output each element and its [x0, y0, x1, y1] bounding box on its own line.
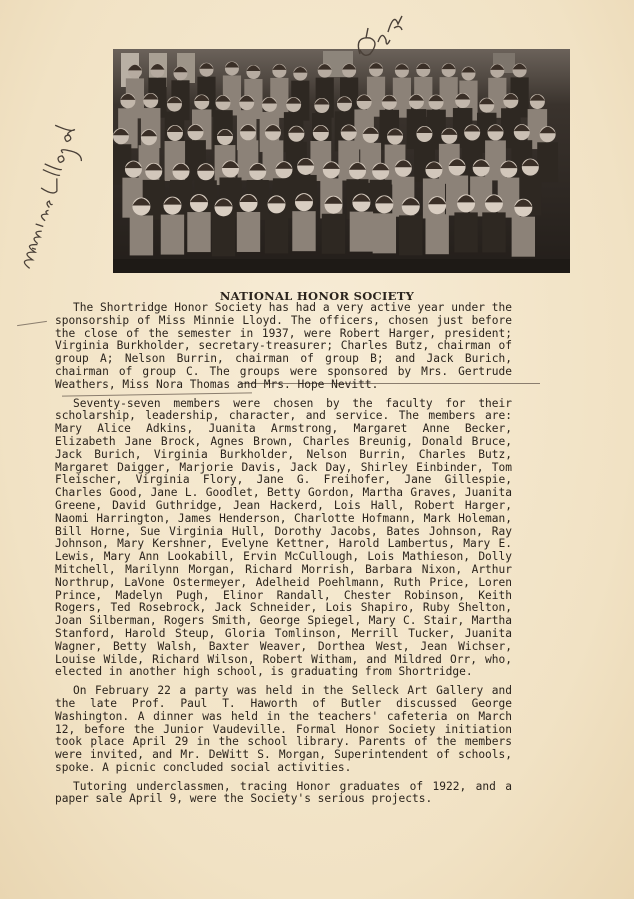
group-photo: [113, 49, 570, 273]
paragraph-projects: Tutoring underclassmen, tracing Honor graduates of 1922, and a paper sale April 9, were the Society's serious projects.: [55, 779, 512, 806]
paragraph-members: Seventy-seven members were chosen by the faculty for their scholarship, leadership, character, and service. The members are: Mary Alice Adkins, Juanita Armstrong, Margaret Anne Becker, Elizabeth Jane Brock, Agnes Brown, Charles Breunig, Donald Bruce, Jack Burich, Virginia Burkholder, Nelson Burrin, Charles Butz, Margaret Daigger, Marjorie Davis, Jack Day, Shirley Einbinder, Tom Fleischer, Virginia Flory, Jane G. Freihofer, Jane Gillespie, Charles Good, Jane L. Goodlet, Betty Gordon, Martha Graves, Juanita Greene, David Guthridge, Jean Hackerd, Lois Hall, Robert Harger, Naomi Harrington, James Henderson, Charlotte Hofmann, Mark Holeman, Bill Horne, Sue Virginia Hull, Dorothy Jacobs, Bates Johnson, Ray Johnson, Mary Kershner, Evelyne Kettner, Harold Lambertus, Mary E. Lewis, Mary Ann Lookabill, Ervin McCullough, Lois Mathieson, Dolly Mitchell, Marilynn Morgan, Richard Morrish, Barbara Nixon, Arthur Northrup, LaVone Ostermeyer, Adelheid Poehlmann, Ruth Price, Loren Prince, Madelyn Pugh, Elinor Randall, Chester Robinson, Keith Rogers, Ted Rosebrock, Jack Schneider, Lois Shapiro, Ruby Shelton, Joan Silberman, Rogers Smith, George Spiegel, Mary C. Stair, Martha Stanford, Harold Steup, Gloria Tomlinson, Merrill Tucker, Juanita Wagner, Betty Walsh, Baxter Weaver, Dorthea West, Jean Wichser, Louise Wilde, Richard Wilson, Robert Witham, and Mildred Orr, who, elected in another high school, is graduating from Shortridge.: [55, 396, 512, 679]
paragraph-events: On February 22 a party was held in the Selleck Art Gallery and the late Prof. Paul T. Haworth of Butler discussed George Washington. A dinner was held in the teachers' cafeteria on March 12, before the Junior Vaudeville. Formal Honor Society initiation took place April 29 in the school library. Parents of the members were invited, and Mr. DeWitt S. Morgan, Superintendent of schools, spoke. A picnic concluded social activities.: [55, 684, 512, 774]
margin-pencil-stroke: [17, 321, 47, 326]
article-body: [55, 302, 512, 812]
margin-signature: [0, 120, 90, 290]
page-heading: NATIONAL HONOR SOCIETY: [219, 289, 415, 303]
group-photo-image: [113, 49, 570, 273]
paragraph-officers: The Shortridge Honor Society has had a very active year under the sponsorship of Miss Minnie Lloyd. The officers, chosen just before the close of the semester in 1937, were Robert Harger, president; Virginia Burkholder, secretary-treasurer; Charles Butz, chairman of group A; Nelson Burrin, chairman of group B; and Jack Burich, chairman of group C. The groups were sponsored by Mrs. Gertrude Weathers, Miss Nora Thomas and Mrs. Hope Nevitt.: [55, 301, 512, 391]
top-handwritten-mark: [352, 2, 412, 62]
